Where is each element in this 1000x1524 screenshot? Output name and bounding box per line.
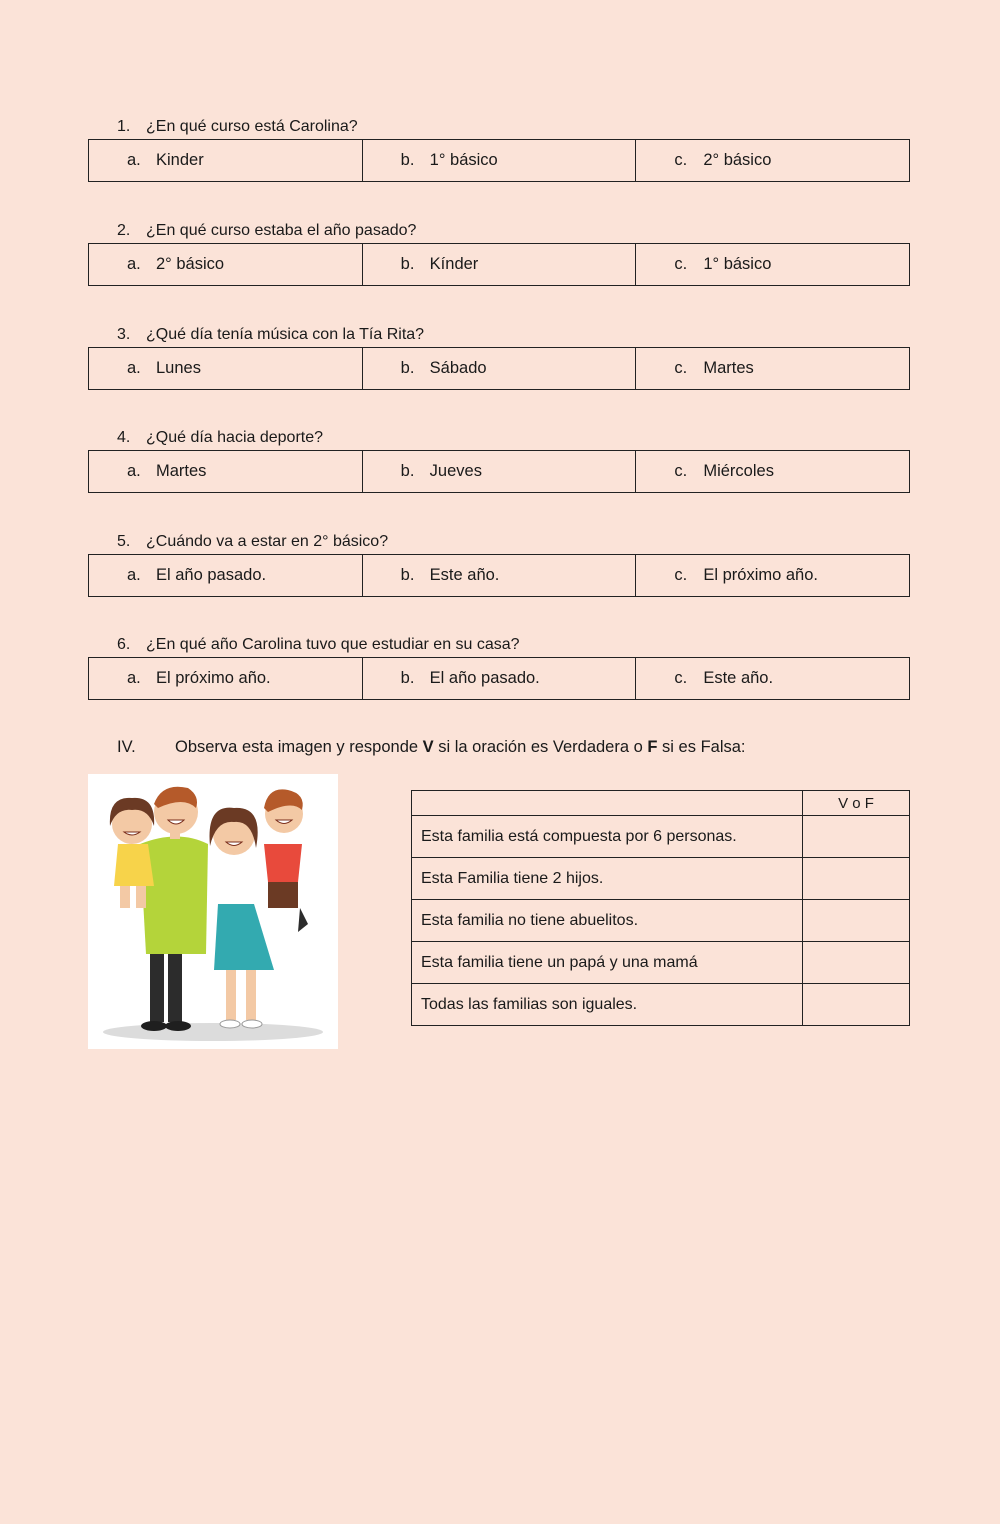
- question-title: 4. ¿Qué día hacia deporte?: [117, 429, 324, 446]
- option-a[interactable]: a. El próximo año.: [89, 658, 363, 699]
- option-a[interactable]: a. El año pasado.: [89, 555, 363, 596]
- option-a[interactable]: a. Lunes: [89, 348, 363, 389]
- option-b[interactable]: b. Sábado: [363, 348, 637, 389]
- statement-cell: Esta familia no tiene abuelitos.: [412, 900, 803, 942]
- option-c[interactable]: c. Este año.: [674, 669, 774, 687]
- vf-header-cell: V o F: [803, 791, 910, 816]
- statement-header-cell: [412, 791, 803, 816]
- answer-cell[interactable]: [803, 858, 910, 900]
- option-c[interactable]: c. 1° básico: [674, 255, 772, 273]
- question-title: 2. ¿En qué curso estaba el año pasado?: [117, 222, 417, 239]
- option-a[interactable]: a. Martes: [89, 451, 363, 492]
- table-row: [412, 942, 910, 984]
- true-false-table: [411, 790, 910, 1026]
- options-row: [88, 450, 910, 493]
- table-row: [412, 816, 910, 858]
- question-title: 6. ¿En qué año Carolina tuvo que estudiar en su casa?: [117, 636, 520, 653]
- option-b[interactable]: b. 1° básico: [363, 140, 637, 181]
- answer-cell[interactable]: [803, 816, 910, 858]
- answer-cell[interactable]: [803, 984, 910, 1026]
- options-row: [88, 243, 910, 286]
- options-row: [88, 139, 910, 182]
- table-row: [412, 900, 910, 942]
- family-illustration: [88, 774, 338, 1049]
- option-c[interactable]: c. 2° básico: [674, 151, 772, 169]
- option-c[interactable]: c. El próximo año.: [674, 566, 818, 584]
- statement-cell: Esta Familia tiene 2 hijos.: [412, 858, 803, 900]
- family-illustration-svg: [88, 774, 338, 1049]
- options-row: [88, 554, 910, 597]
- section-iv-heading: IV. Observa esta imagen y responde V si la oración es Verdadera o F si es Falsa:: [117, 738, 746, 756]
- option-b[interactable]: b. Este año.: [363, 555, 637, 596]
- option-b[interactable]: b. El año pasado.: [363, 658, 637, 699]
- statement-cell: Esta familia está compuesta por 6 personas.: [412, 816, 803, 858]
- option-a[interactable]: a. 2° básico: [89, 244, 363, 285]
- question-title: 1. ¿En qué curso está Carolina?: [117, 118, 358, 135]
- answer-cell[interactable]: [803, 900, 910, 942]
- question-title: 5. ¿Cuándo va a estar en 2° básico?: [117, 533, 389, 550]
- option-c[interactable]: c. Martes: [674, 359, 754, 377]
- option-c[interactable]: c. Miércoles: [674, 462, 774, 480]
- table-row: [412, 984, 910, 1026]
- option-b[interactable]: b. Jueves: [363, 451, 637, 492]
- table-row: [412, 858, 910, 900]
- answer-cell[interactable]: [803, 942, 910, 984]
- options-row: [88, 657, 910, 700]
- question-title: 3. ¿Qué día tenía música con la Tía Rita?: [117, 326, 425, 343]
- options-row: [88, 347, 910, 390]
- statement-cell: Todas las familias son iguales.: [412, 984, 803, 1026]
- table-header-row: [412, 791, 910, 816]
- option-b[interactable]: b. Kínder: [363, 244, 637, 285]
- option-a[interactable]: a. Kinder: [89, 140, 363, 181]
- statement-cell: Esta familia tiene un papá y una mamá: [412, 942, 803, 984]
